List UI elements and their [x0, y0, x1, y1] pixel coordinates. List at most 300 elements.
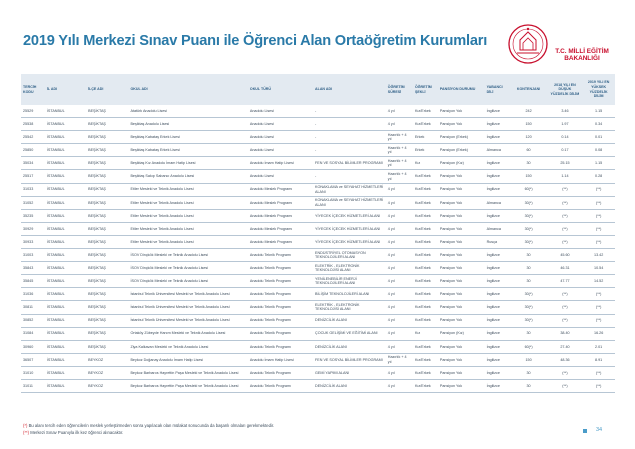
- table-row: [21, 288, 615, 301]
- cell-pansiyon-durumu: Pansiyon Yok: [438, 340, 485, 353]
- table-row: [21, 301, 615, 314]
- header-kontenjani: KONTENJANI: [510, 74, 548, 105]
- cell-il-adi: İSTANBUL: [45, 170, 86, 183]
- cell-alan-adi: ENDÜSTRİYEL OTOMASYON TEKNOLOJİLERİ ALANI: [313, 249, 386, 262]
- cell-tercih-kodu: 31011: [21, 379, 45, 392]
- table-row: [21, 118, 615, 131]
- cell-2019-en-yuksek: 0.28: [582, 170, 615, 183]
- cell-alan-adi: FEN VE SOSYAL BİLİMLER PROGRAMI: [313, 353, 386, 366]
- cell-pansiyon-durumu: Pansiyon Yok: [438, 222, 485, 235]
- cell-alan-adi: YENİLENEBİLİR ENERJİ TEKNOLOJİLERİ ALANI: [313, 275, 386, 288]
- cell-alan-adi: YİYECEK İÇECEK HİZMETLERİ ALANI: [313, 235, 386, 248]
- cell-alan-adi: DENİZCİLİK ALANI: [313, 314, 386, 327]
- cell-2019-en-yuksek: (**): [582, 235, 615, 248]
- table-row: [21, 275, 615, 288]
- cell-tercih-kodu: 30960: [21, 340, 45, 353]
- cell-2019-en-yuksek: (**): [582, 366, 615, 379]
- cell-ogretim-sekli: Kız/Erkek: [413, 340, 438, 353]
- cell-2018-en-dusuk: (**): [548, 209, 583, 222]
- cell-2018-en-dusuk: 0.14: [548, 131, 583, 144]
- cell-ogretim-suresi: Hazırlık + 4 yıl: [386, 157, 413, 170]
- header-ogretim-sekli: ÖĞRETİM ŞEKLİ: [413, 74, 438, 105]
- logo-text: T.C. MİLLİ EĞİTİM BAKANLIĞI: [555, 48, 609, 63]
- cell-2019-en-yuksek: 10.54: [582, 262, 615, 275]
- cell-yabanci-dili: İngilizce: [485, 249, 510, 262]
- cell-yabanci-dili: İngilizce: [485, 131, 510, 144]
- cell-tercih-kodu: 36507: [21, 353, 45, 366]
- cell-2018-en-dusuk: 27.40: [548, 340, 583, 353]
- cell-yabanci-dili: İngilizce: [485, 288, 510, 301]
- cell-kontenjani: 30: [510, 327, 548, 340]
- cell-kontenjani: 30(*): [510, 209, 548, 222]
- cell-2018-en-dusuk: (**): [548, 288, 583, 301]
- meb-logo-emblem: [499, 20, 557, 68]
- cell-tercih-kodu: 35843: [21, 262, 45, 275]
- cell-ilce-adi: BEYKOZ: [86, 353, 128, 366]
- cell-alan-adi: -: [313, 144, 386, 157]
- cell-ogretim-suresi: 4 yıl: [386, 196, 413, 209]
- cell-2018-en-dusuk: (**): [548, 301, 583, 314]
- cell-okul-adi: İstanbul Teknik Üniversitesi Mesleki ve Teknik Anadolu Lisesi: [128, 314, 247, 327]
- cell-alan-adi: ELEKTRİK - ELEKTRONİK TEKNOLOJİSİ ALANI: [313, 301, 386, 314]
- cell-tercih-kodu: 30811: [21, 301, 45, 314]
- cell-yabanci-dili: İngilizce: [485, 301, 510, 314]
- cell-ilce-adi: BEŞİKTAŞ: [86, 249, 128, 262]
- cell-okul-turu: Anadolu Meslek Programı: [248, 196, 313, 209]
- cell-okul-turu: Anadolu Lisesi: [248, 105, 313, 118]
- cell-okul-turu: Anadolu Teknik Programı: [248, 301, 313, 314]
- cell-2019-en-yuksek: 1.15: [582, 105, 615, 118]
- cell-yabanci-dili: İngilizce: [485, 170, 510, 183]
- cell-okul-turu: Anadolu İmam Hatip Lisesi: [248, 157, 313, 170]
- page-title: 2019 Yılı Merkezi Sınav Puanı ile Öğrenci Alan Ortaöğretim Kurumları: [23, 33, 488, 49]
- cell-tercih-kodu: 25850: [21, 144, 45, 157]
- cell-ogretim-sekli: Kız/Erkek: [413, 196, 438, 209]
- cell-kontenjani: 150: [510, 118, 548, 131]
- cell-yabanci-dili: İngilizce: [485, 314, 510, 327]
- cell-2018-en-dusuk: (**): [548, 314, 583, 327]
- cell-okul-adi: İSOV Dinçkök Mesleki ve Teknik Anadolu Lisesi: [128, 262, 247, 275]
- cell-ilce-adi: BEŞİKTAŞ: [86, 183, 128, 196]
- cell-okul-adi: İSOV Dinçkök Mesleki ve Teknik Anadolu Lisesi: [128, 249, 247, 262]
- header-ogretim-suresi: ÖĞRETİM SÜRESİ: [386, 74, 413, 105]
- cell-okul-adi: Ortaköy Zübeyde Hanım Mesleki ve Teknik Anadolu Lisesi: [128, 327, 247, 340]
- table-header-row: [21, 74, 615, 105]
- cell-ogretim-sekli: Kız/Erkek: [413, 262, 438, 275]
- cell-pansiyon-durumu: Pansiyon Yok: [438, 235, 485, 248]
- cell-2019-en-yuksek: (**): [582, 196, 615, 209]
- cell-pansiyon-durumu: Pansiyon (Erkek): [438, 144, 485, 157]
- cell-ogretim-sekli: Kız/Erkek: [413, 249, 438, 262]
- cell-tercih-kodu: 31010: [21, 366, 45, 379]
- cell-ogretim-sekli: Kız/Erkek: [413, 379, 438, 392]
- cell-pansiyon-durumu: Pansiyon Yok: [438, 353, 485, 366]
- cell-2019-en-yuksek: 0.08: [582, 144, 615, 157]
- cell-okul-turu: Anadolu Teknik Programı: [248, 340, 313, 353]
- cell-ogretim-suresi: Hazırlık + 4 yıl: [386, 131, 413, 144]
- cell-yabanci-dili: Almanca: [485, 196, 510, 209]
- cell-2018-en-dusuk: (**): [548, 183, 583, 196]
- cell-okul-adi: Beykoz Doğanay Anadolu İmam Hatip Lisesi: [128, 353, 247, 366]
- cell-alan-adi: ELEKTRİK - ELEKTRONİK TEKNOLOJİSİ ALANI: [313, 262, 386, 275]
- cell-2019-en-yuksek: 0.01: [582, 131, 615, 144]
- cell-yabanci-dili: İngilizce: [485, 275, 510, 288]
- table-row: [21, 327, 615, 340]
- cell-ilce-adi: BEŞİKTAŞ: [86, 340, 128, 353]
- cell-2018-en-dusuk: 0.17: [548, 144, 583, 157]
- cell-kontenjani: 120: [510, 131, 548, 144]
- cell-2019-en-yuksek: (**): [582, 288, 615, 301]
- cell-ogretim-suresi: 4 yıl: [386, 340, 413, 353]
- cell-ogretim-suresi: 4 yıl: [386, 118, 413, 131]
- cell-ogretim-sekli: Kız/Erkek: [413, 275, 438, 288]
- cell-2018-en-dusuk: 47.77: [548, 275, 583, 288]
- cell-ogretim-sekli: Kız/Erkek: [413, 183, 438, 196]
- cell-kontenjani: 60(*): [510, 183, 548, 196]
- cell-2019-en-yuksek: 14.52: [582, 275, 615, 288]
- cell-tercih-kodu: 30933: [21, 235, 45, 248]
- cell-ilce-adi: BEYKOZ: [86, 366, 128, 379]
- cell-okul-adi: Etiler Mesleki ve Teknik Anadolu Lisesi: [128, 183, 247, 196]
- cell-tercih-kodu: 31052: [21, 196, 45, 209]
- table-row: [21, 183, 615, 196]
- cell-ilce-adi: BEYKOZ: [86, 379, 128, 392]
- cell-alan-adi: GEMİ YAPIMI ALANI: [313, 366, 386, 379]
- table-body: [21, 105, 615, 393]
- cell-okul-adi: Ziya Kalkavan Mesleki ve Teknik Anadolu Lisesi: [128, 340, 247, 353]
- cell-okul-turu: Anadolu Teknik Programı: [248, 275, 313, 288]
- cell-tercih-kodu: 31033: [21, 183, 45, 196]
- cell-ogretim-sekli: Kız/Erkek: [413, 209, 438, 222]
- cell-okul-adi: Etiler Mesleki ve Teknik Anadolu Lisesi: [128, 235, 247, 248]
- cell-il-adi: İSTANBUL: [45, 314, 86, 327]
- cell-kontenjani: 30(*): [510, 196, 548, 209]
- cell-ilce-adi: BEŞİKTAŞ: [86, 144, 128, 157]
- cell-ilce-adi: BEŞİKTAŞ: [86, 327, 128, 340]
- table-row: [21, 353, 615, 366]
- cell-alan-adi: -: [313, 170, 386, 183]
- cell-yabanci-dili: Rusça: [485, 235, 510, 248]
- footnote-2-text: Merkezi Sınav Puanıyla ilk kez öğrenci alınacaktır.: [30, 430, 124, 435]
- cell-pansiyon-durumu: Pansiyon Yok: [438, 301, 485, 314]
- cell-il-adi: İSTANBUL: [45, 340, 86, 353]
- cell-ogretim-sekli: Kız/Erkek: [413, 301, 438, 314]
- cell-ogretim-suresi: 4 yıl: [386, 262, 413, 275]
- footnote-1: [23, 423, 274, 428]
- header-2019-en-yuksek: 2019 YILI EN YÜKSEK YÜZDELİK DİLİM: [582, 74, 615, 105]
- cell-okul-adi: Beykoz Barbaros Hayrettin Paşa Mesleki ve Teknik Anadolu Lisesi: [128, 379, 247, 392]
- cell-alan-adi: YİYECEK İÇECEK HİZMETLERİ ALANI: [313, 209, 386, 222]
- header-okul-turu: OKUL TÜRÜ: [248, 74, 313, 105]
- table-row: [21, 235, 615, 248]
- cell-2018-en-dusuk: 45.60: [548, 249, 583, 262]
- cell-il-adi: İSTANBUL: [45, 379, 86, 392]
- cell-yabanci-dili: İngilizce: [485, 353, 510, 366]
- cell-okul-turu: Anadolu Lisesi: [248, 170, 313, 183]
- cell-tercih-kodu: 31036: [21, 288, 45, 301]
- cell-ogretim-sekli: Kız/Erkek: [413, 170, 438, 183]
- cell-okul-turu: Anadolu Teknik Programı: [248, 366, 313, 379]
- cell-yabanci-dili: İngilizce: [485, 157, 510, 170]
- table-row: [21, 262, 615, 275]
- cell-il-adi: İSTANBUL: [45, 118, 86, 131]
- header-il-adi: İL ADI: [45, 74, 86, 105]
- table-row: [21, 196, 615, 209]
- page-number: 34: [596, 427, 603, 433]
- cell-il-adi: İSTANBUL: [45, 353, 86, 366]
- cell-kontenjani: 30(*): [510, 288, 548, 301]
- cell-yabanci-dili: İngilizce: [485, 209, 510, 222]
- cell-2018-en-dusuk: (**): [548, 196, 583, 209]
- cell-alan-adi: -: [313, 105, 386, 118]
- cell-pansiyon-durumu: Pansiyon Yok: [438, 196, 485, 209]
- cell-2019-en-yuksek: (**): [582, 183, 615, 196]
- cell-ilce-adi: BEŞİKTAŞ: [86, 196, 128, 209]
- cell-okul-adi: Etiler Mesleki ve Teknik Anadolu Lisesi: [128, 222, 247, 235]
- cell-alan-adi: ÇOCUK GELİŞİMİ VE EĞİTİMİ ALANI: [313, 327, 386, 340]
- cell-il-adi: İSTANBUL: [45, 366, 86, 379]
- cell-2019-en-yuksek: 2.01: [582, 340, 615, 353]
- cell-pansiyon-durumu: Pansiyon Yok: [438, 379, 485, 392]
- footnote-2: [23, 430, 123, 435]
- cell-pansiyon-durumu: Pansiyon Yok: [438, 314, 485, 327]
- cell-ogretim-sekli: Kız/Erkek: [413, 118, 438, 131]
- table-row: [21, 144, 615, 157]
- cell-il-adi: İSTANBUL: [45, 144, 86, 157]
- cell-okul-adi: İstanbul Teknik Üniversitesi Mesleki ve Teknik Anadolu Lisesi: [128, 301, 247, 314]
- header-tercih-kodu: TERCİH KODU: [21, 74, 45, 105]
- cell-okul-turu: Anadolu Teknik Programı: [248, 262, 313, 275]
- cell-ilce-adi: BEŞİKTAŞ: [86, 262, 128, 275]
- table-row: [21, 249, 615, 262]
- cell-pansiyon-durumu: Pansiyon Yok: [438, 249, 485, 262]
- cell-alan-adi: FEN VE SOSYAL BİLİMLER PROGRAMI: [313, 157, 386, 170]
- cell-ogretim-suresi: 4 yıl: [386, 301, 413, 314]
- cell-yabanci-dili: İngilizce: [485, 105, 510, 118]
- cell-okul-turu: Anadolu Teknik Programı: [248, 379, 313, 392]
- cell-yabanci-dili: Almanca: [485, 222, 510, 235]
- cell-okul-turu: Anadolu Meslek Programı: [248, 222, 313, 235]
- cell-ogretim-suresi: Hazırlık + 4 yıl: [386, 144, 413, 157]
- header-ilce-adi: İLÇE ADI: [86, 74, 128, 105]
- cell-2018-en-dusuk: (**): [548, 366, 583, 379]
- cell-ilce-adi: BEŞİKTAŞ: [86, 209, 128, 222]
- cell-ogretim-suresi: 4 yıl: [386, 209, 413, 222]
- cell-il-adi: İSTANBUL: [45, 222, 86, 235]
- cell-ogretim-sekli: Kız/Erkek: [413, 353, 438, 366]
- cell-kontenjani: 30(*): [510, 222, 548, 235]
- cell-ogretim-suresi: 4 yıl: [386, 314, 413, 327]
- cell-alan-adi: -: [313, 131, 386, 144]
- cell-yabanci-dili: İngilizce: [485, 366, 510, 379]
- cell-yabanci-dili: İngilizce: [485, 340, 510, 353]
- cell-ogretim-sekli: Kız/Erkek: [413, 222, 438, 235]
- cell-ogretim-suresi: 4 yıl: [386, 327, 413, 340]
- cell-ogretim-suresi: 4 yıl: [386, 275, 413, 288]
- cell-pansiyon-durumu: Pansiyon Yok: [438, 275, 485, 288]
- cell-il-adi: İSTANBUL: [45, 275, 86, 288]
- cell-ilce-adi: BEŞİKTAŞ: [86, 170, 128, 183]
- header-okul-adi: OKUL ADI: [128, 74, 247, 105]
- cell-ogretim-suresi: 4 yıl: [386, 288, 413, 301]
- cell-ogretim-suresi: 4 yıl: [386, 222, 413, 235]
- table-row: [21, 314, 615, 327]
- cell-ilce-adi: BEŞİKTAŞ: [86, 105, 128, 118]
- cell-okul-adi: İSOV Dinçkök Mesleki ve Teknik Anadolu Lisesi: [128, 275, 247, 288]
- cell-il-adi: İSTANBUL: [45, 131, 86, 144]
- cell-okul-adi: Beşiktaş Kabataş Erkek Lisesi: [128, 144, 247, 157]
- cell-kontenjani: 30: [510, 157, 548, 170]
- header-pansiyon-durumu: PANSİYON DURUMU: [438, 74, 485, 105]
- cell-2019-en-yuksek: 13.42: [582, 249, 615, 262]
- cell-tercih-kodu: 25542: [21, 131, 45, 144]
- cell-tercih-kodu: 35235: [21, 209, 45, 222]
- schools-table: [21, 74, 615, 393]
- cell-ogretim-suresi: 4 yıl: [386, 379, 413, 392]
- cell-pansiyon-durumu: Pansiyon Yok: [438, 183, 485, 196]
- cell-kontenjani: 30: [510, 262, 548, 275]
- cell-kontenjani: 30(*): [510, 301, 548, 314]
- cell-okul-adi: Beşiktaş Anadolu Lisesi: [128, 118, 247, 131]
- cell-kontenjani: 150: [510, 170, 548, 183]
- cell-okul-adi: Etiler Mesleki ve Teknik Anadolu Lisesi: [128, 209, 247, 222]
- cell-yabanci-dili: İngilizce: [485, 118, 510, 131]
- cell-okul-turu: Anadolu Lisesi: [248, 131, 313, 144]
- cell-kontenjani: 30(*): [510, 235, 548, 248]
- table-row: [21, 105, 615, 118]
- cell-ilce-adi: BEŞİKTAŞ: [86, 288, 128, 301]
- page-marker-square: [583, 429, 587, 433]
- cell-okul-adi: Atatürk Anadolu Lisesi: [128, 105, 247, 118]
- cell-il-adi: İSTANBUL: [45, 262, 86, 275]
- cell-2019-en-yuksek: (**): [582, 379, 615, 392]
- header-2018-en-dusuk: 2018 YILI EN DÜŞÜK YÜZDELİK DİLİM: [548, 74, 583, 105]
- cell-pansiyon-durumu: Pansiyon Yok: [438, 288, 485, 301]
- cell-ogretim-suresi: 4 yıl: [386, 366, 413, 379]
- cell-alan-adi: KONAKLAMA ve SEYAHAT HİZMETLERİ ALANI: [313, 196, 386, 209]
- cell-il-adi: İSTANBUL: [45, 157, 86, 170]
- cell-2018-en-dusuk: 25.15: [548, 157, 583, 170]
- cell-2018-en-dusuk: (**): [548, 222, 583, 235]
- cell-ilce-adi: BEŞİKTAŞ: [86, 235, 128, 248]
- cell-okul-turu: Anadolu Meslek Programı: [248, 209, 313, 222]
- cell-okul-adi: Beşiktaş Sakıp Sabancı Anadolu Lisesi: [128, 170, 247, 183]
- cell-tercih-kodu: 25538: [21, 118, 45, 131]
- cell-il-adi: İSTANBUL: [45, 288, 86, 301]
- cell-il-adi: İSTANBUL: [45, 301, 86, 314]
- cell-2018-en-dusuk: 48.36: [548, 353, 583, 366]
- cell-ilce-adi: BEŞİKTAŞ: [86, 275, 128, 288]
- cell-ogretim-sekli: Kız/Erkek: [413, 366, 438, 379]
- cell-2018-en-dusuk: 46.31: [548, 262, 583, 275]
- cell-okul-turu: Anadolu Meslek Programı: [248, 235, 313, 248]
- cell-ilce-adi: BEŞİKTAŞ: [86, 118, 128, 131]
- table-row: [21, 366, 615, 379]
- cell-pansiyon-durumu: Pansiyon Yok: [438, 209, 485, 222]
- cell-ogretim-sekli: Erkek: [413, 144, 438, 157]
- cell-pansiyon-durumu: Pansiyon Yok: [438, 262, 485, 275]
- cell-ilce-adi: BEŞİKTAŞ: [86, 131, 128, 144]
- cell-alan-adi: BİLİŞİM TEKNOLOJİLERİ ALANI: [313, 288, 386, 301]
- cell-tercih-kodu: 31003: [21, 249, 45, 262]
- cell-ogretim-sekli: Kız/Erkek: [413, 235, 438, 248]
- cell-ogretim-suresi: 4 yıl: [386, 249, 413, 262]
- cell-okul-adi: İstanbul Teknik Üniversitesi Mesleki ve Teknik Anadolu Lisesi: [128, 288, 247, 301]
- cell-il-adi: İSTANBUL: [45, 249, 86, 262]
- cell-kontenjani: 30: [510, 249, 548, 262]
- cell-pansiyon-durumu: Pansiyon (Kız): [438, 327, 485, 340]
- cell-2019-en-yuksek: (**): [582, 301, 615, 314]
- cell-2019-en-yuksek: 1.15: [582, 157, 615, 170]
- cell-kontenjani: 30(*): [510, 314, 548, 327]
- cell-ilce-adi: BEŞİKTAŞ: [86, 314, 128, 327]
- cell-kontenjani: 60(*): [510, 340, 548, 353]
- cell-kontenjani: 60: [510, 144, 548, 157]
- cell-ilce-adi: BEŞİKTAŞ: [86, 157, 128, 170]
- cell-kontenjani: 30: [510, 379, 548, 392]
- cell-yabanci-dili: İngilizce: [485, 183, 510, 196]
- cell-kontenjani: 30: [510, 366, 548, 379]
- cell-okul-turu: Anadolu Teknik Programı: [248, 288, 313, 301]
- cell-ogretim-sekli: Kız: [413, 327, 438, 340]
- cell-tercih-kodu: 25517: [21, 170, 45, 183]
- cell-okul-turu: Anadolu İmam Hatip Lisesi: [248, 353, 313, 366]
- cell-ogretim-suresi: Hazırlık + 4 yıl: [386, 170, 413, 183]
- cell-tercih-kodu: 30852: [21, 314, 45, 327]
- cell-okul-adi: Beşiktaş Kabataş Erkek Lisesi: [128, 131, 247, 144]
- cell-pansiyon-durumu: Pansiyon Yok: [438, 366, 485, 379]
- cell-tercih-kodu: 25529: [21, 105, 45, 118]
- cell-2018-en-dusuk: 1.97: [548, 118, 583, 131]
- cell-ogretim-sekli: Kız/Erkek: [413, 314, 438, 327]
- table-row: [21, 170, 615, 183]
- cell-pansiyon-durumu: Pansiyon Yok: [438, 105, 485, 118]
- cell-ogretim-sekli: Erkek: [413, 131, 438, 144]
- cell-2019-en-yuksek: 16.26: [582, 327, 615, 340]
- cell-alan-adi: DENİZCİLİK ALANI: [313, 340, 386, 353]
- cell-2019-en-yuksek: 0.34: [582, 118, 615, 131]
- cell-ilce-adi: BEŞİKTAŞ: [86, 222, 128, 235]
- cell-tercih-kodu: 31084: [21, 327, 45, 340]
- table-row: [21, 157, 615, 170]
- cell-yabanci-dili: İngilizce: [485, 379, 510, 392]
- cell-ogretim-sekli: Kız: [413, 157, 438, 170]
- cell-alan-adi: YİYECEK İÇECEK HİZMETLERİ ALANI: [313, 222, 386, 235]
- table-row: [21, 379, 615, 392]
- table-row: [21, 209, 615, 222]
- cell-pansiyon-durumu: Pansiyon Yok: [438, 170, 485, 183]
- cell-tercih-kodu: 35034: [21, 157, 45, 170]
- cell-ogretim-suresi: 4 yıl: [386, 183, 413, 196]
- cell-ogretim-sekli: Kız/Erkek: [413, 288, 438, 301]
- footnote-2-mark: (**): [23, 430, 30, 435]
- cell-2019-en-yuksek: (**): [582, 314, 615, 327]
- cell-okul-turu: Anadolu Meslek Programı: [248, 183, 313, 196]
- cell-okul-turu: Anadolu Teknik Programı: [248, 314, 313, 327]
- cell-kontenjani: 30: [510, 275, 548, 288]
- cell-il-adi: İSTANBUL: [45, 235, 86, 248]
- cell-yabanci-dili: Almanca: [485, 144, 510, 157]
- cell-2019-en-yuksek: (**): [582, 209, 615, 222]
- cell-il-adi: İSTANBUL: [45, 196, 86, 209]
- cell-okul-turu: Anadolu Lisesi: [248, 144, 313, 157]
- cell-pansiyon-durumu: Pansiyon (Erkek): [438, 131, 485, 144]
- table-row: [21, 340, 615, 353]
- header-alan-adi: ALAN ADI: [313, 74, 386, 105]
- cell-2018-en-dusuk: (**): [548, 379, 583, 392]
- cell-okul-adi: Etiler Mesleki ve Teknik Anadolu Lisesi: [128, 196, 247, 209]
- cell-alan-adi: -: [313, 118, 386, 131]
